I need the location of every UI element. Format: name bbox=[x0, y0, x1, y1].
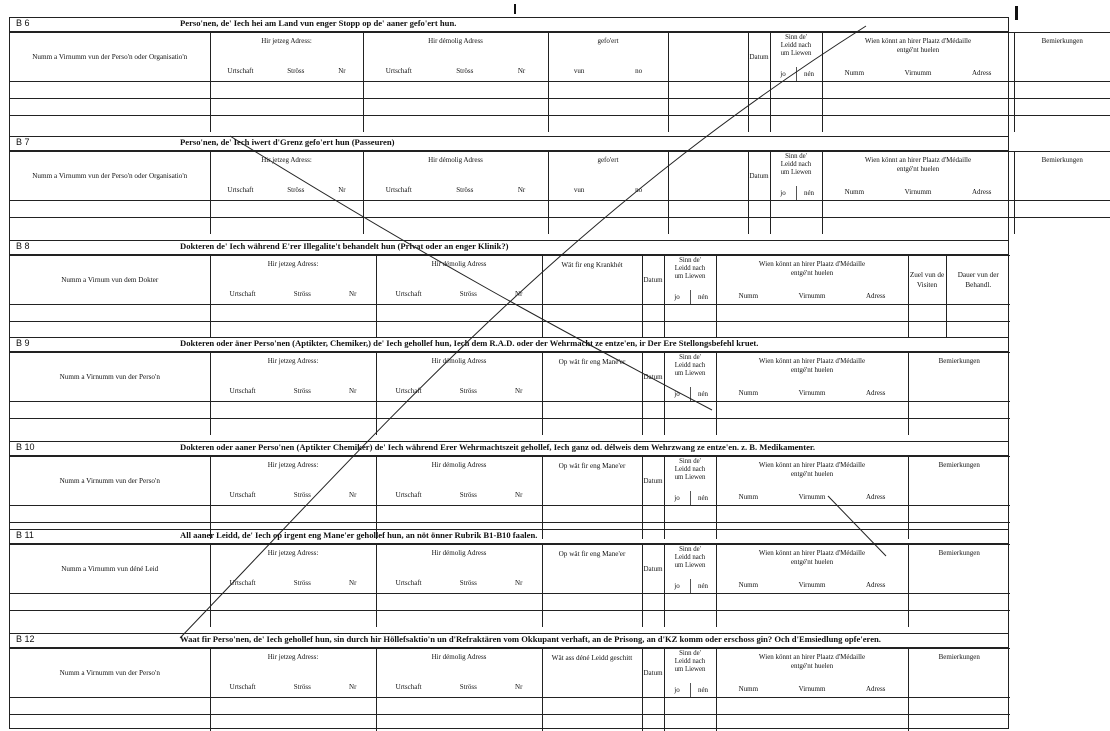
entry-cell[interactable] bbox=[748, 99, 770, 116]
current-address-header: Hir jetzeg Adress: Urtschaft Ströss Nr bbox=[210, 457, 376, 506]
entry-cell[interactable] bbox=[1014, 201, 1110, 218]
section-b-8 bbox=[9, 240, 1009, 337]
entry-cell[interactable] bbox=[748, 82, 770, 99]
section-header bbox=[10, 241, 1008, 255]
section-title: All aaner Leidd, de' Iech op irgent eng Mane'er gehollef hun, an nöt önner Rubrik B1-B10 faalen. bbox=[180, 530, 537, 540]
medal-header: Wien könnt an hirer Plaatz d'Médaille entgé'nt huelen Numm Virnumm Adress bbox=[716, 649, 908, 698]
current-address-header: Hir jetzeg Adress: Urtschaft Ströss Nr bbox=[210, 33, 363, 82]
table-row bbox=[10, 594, 1010, 611]
entry-cell[interactable] bbox=[1014, 116, 1110, 133]
entry-cell[interactable] bbox=[716, 698, 908, 715]
entry-cell[interactable] bbox=[10, 402, 210, 419]
table-row bbox=[10, 698, 1010, 715]
entry-cell[interactable] bbox=[770, 116, 822, 133]
entry-cell[interactable] bbox=[664, 402, 716, 419]
entry-cell[interactable] bbox=[908, 305, 946, 322]
medal-header: Wien könnt an hirer Plaatz d'Médaille entgé'nt huelen Numm Virnumm Adress bbox=[716, 256, 908, 305]
section-header bbox=[10, 442, 1008, 456]
blank-header bbox=[668, 33, 748, 82]
table-row bbox=[10, 715, 1010, 731]
entry-cell[interactable] bbox=[10, 99, 210, 116]
sense-header: Sinn de' Leidd nach um Liewen jo nén bbox=[664, 353, 716, 402]
section-table bbox=[10, 456, 1010, 539]
remarks-header: Bemierkungen bbox=[908, 649, 1010, 698]
entry-cell[interactable] bbox=[542, 611, 642, 628]
entry-cell[interactable] bbox=[542, 419, 642, 436]
sense-header: Sinn de' Leidd nach um Liewen jo nén bbox=[664, 545, 716, 594]
entry-cell[interactable] bbox=[10, 322, 210, 339]
section-header bbox=[10, 137, 1008, 151]
entry-cell[interactable] bbox=[10, 82, 210, 99]
section-b-9 bbox=[9, 337, 1009, 441]
entry-cell[interactable] bbox=[642, 419, 664, 436]
entry-cell[interactable] bbox=[210, 322, 376, 339]
section-header bbox=[10, 634, 1008, 648]
top-tick-mark bbox=[514, 4, 516, 14]
entry-cell[interactable] bbox=[376, 715, 542, 731]
current-address-header: Hir jetzeg Adress: Urtschaft Ströss Nr bbox=[210, 545, 376, 594]
entry-cell[interactable] bbox=[642, 715, 664, 731]
medal-header: Wien könnt an hirer Plaatz d'Médaille entgé'nt huelen Numm Virnumm Adress bbox=[716, 457, 908, 506]
entry-cell[interactable] bbox=[642, 402, 664, 419]
section-code: B 9 bbox=[16, 338, 30, 348]
entry-cell[interactable] bbox=[716, 611, 908, 628]
entry-cell[interactable] bbox=[542, 594, 642, 611]
section-title: Perso'nen, de' Iech hei am Land vun enger Stopp op de' aaner gefo'ert hun. bbox=[180, 18, 456, 28]
section-code: B 8 bbox=[16, 241, 30, 251]
name-column-header: Numm a Virnumm vun der Perso'n oder Organisatio'n bbox=[10, 33, 210, 82]
entry-cell[interactable] bbox=[716, 305, 908, 322]
entry-cell[interactable] bbox=[908, 715, 1010, 731]
entry-cell[interactable] bbox=[642, 611, 664, 628]
section-title: Dokteren oder aaner Perso'nen (Aptikter Chemiker) de' Iech während Erer Wehrmachtszeit gehollef, Iech ganz od. délweis dem Wehrzwang ze entze'en. z. B. Medikamenter. bbox=[180, 442, 815, 452]
entry-cell[interactable] bbox=[770, 99, 822, 116]
current-address-header: Hir jetzeg Adress: Urtschaft Ströss Nr bbox=[210, 152, 363, 201]
entry-cell[interactable] bbox=[210, 419, 376, 436]
section-code: B 11 bbox=[16, 530, 34, 540]
section-b-6 bbox=[9, 17, 1009, 136]
entry-cell[interactable] bbox=[668, 218, 748, 235]
section-header bbox=[10, 530, 1008, 544]
entry-cell[interactable] bbox=[716, 594, 908, 611]
entry-cell[interactable] bbox=[908, 611, 1010, 628]
sense-header: Sinn de' Leidd nach um Liewen jo nén bbox=[770, 33, 822, 82]
entry-cell[interactable] bbox=[908, 419, 1010, 436]
duration-header: Dauer vun der Behandl. bbox=[946, 256, 1010, 305]
entry-cell[interactable] bbox=[376, 305, 542, 322]
entry-cell[interactable] bbox=[376, 611, 542, 628]
entry-cell[interactable] bbox=[1014, 218, 1110, 235]
section-b-7 bbox=[9, 136, 1009, 240]
entry-cell[interactable] bbox=[946, 322, 1010, 339]
entry-cell[interactable] bbox=[642, 698, 664, 715]
entry-cell[interactable] bbox=[548, 201, 668, 218]
table-row bbox=[10, 419, 1010, 436]
medal-header: Wien könnt an hirer Plaatz d'Médaille entgé'nt huelen Numm Virnumm Adress bbox=[822, 152, 1014, 201]
table-row bbox=[10, 82, 1110, 99]
entry-cell[interactable] bbox=[548, 116, 668, 133]
entry-cell[interactable] bbox=[363, 201, 548, 218]
entry-cell[interactable] bbox=[664, 419, 716, 436]
table-row bbox=[10, 116, 1110, 133]
section-code: B 7 bbox=[16, 137, 30, 147]
section-b-10 bbox=[9, 441, 1009, 529]
entry-cell[interactable] bbox=[376, 402, 542, 419]
entry-cell[interactable] bbox=[210, 116, 363, 133]
entry-cell[interactable] bbox=[376, 419, 542, 436]
section-table bbox=[10, 544, 1010, 627]
entry-cell[interactable] bbox=[822, 218, 1014, 235]
entry-cell[interactable] bbox=[1014, 82, 1110, 99]
entry-cell[interactable] bbox=[548, 99, 668, 116]
entry-cell[interactable] bbox=[548, 218, 668, 235]
entry-cell[interactable] bbox=[548, 82, 668, 99]
entry-cell[interactable] bbox=[363, 99, 548, 116]
entry-cell[interactable] bbox=[10, 305, 210, 322]
entry-cell[interactable] bbox=[363, 116, 548, 133]
date-header: Datum bbox=[642, 545, 664, 594]
entry-cell[interactable] bbox=[376, 698, 542, 715]
name-column-header: Numm a Virnumm vun der Perso'n oder Organisatio'n bbox=[10, 152, 210, 201]
entry-cell[interactable] bbox=[664, 611, 716, 628]
date-header: Datum bbox=[642, 457, 664, 506]
entry-cell[interactable] bbox=[1014, 99, 1110, 116]
entry-cell[interactable] bbox=[642, 506, 664, 523]
remarks-header: Bemierkungen bbox=[908, 353, 1010, 402]
transported-header: gefo'ert vun no bbox=[548, 152, 668, 201]
entry-cell[interactable] bbox=[10, 611, 210, 628]
current-address-header: Hir jetzeg Adress: Urtschaft Ströss Nr bbox=[210, 649, 376, 698]
entry-cell[interactable] bbox=[908, 506, 1010, 523]
sense-header: Sinn de' Leidd nach um Liewen jo nén bbox=[664, 256, 716, 305]
entry-cell[interactable] bbox=[210, 402, 376, 419]
table-row bbox=[10, 611, 1010, 628]
entry-cell[interactable] bbox=[10, 594, 210, 611]
table-row bbox=[10, 506, 1010, 523]
transported-header: gefo'ert vun no bbox=[548, 33, 668, 82]
entry-cell[interactable] bbox=[716, 715, 908, 731]
medal-header: Wien könnt an hirer Plaatz d'Médaille entgé'nt huelen Numm Virnumm Adress bbox=[716, 545, 908, 594]
entry-cell[interactable] bbox=[10, 715, 210, 731]
section-table bbox=[10, 151, 1110, 234]
entry-cell[interactable] bbox=[664, 305, 716, 322]
entry-cell[interactable] bbox=[210, 201, 363, 218]
date-header: Datum bbox=[642, 256, 664, 305]
entry-cell[interactable] bbox=[10, 116, 210, 133]
name-column-header: Numm a Virnumm vun der Perso'n bbox=[10, 649, 210, 698]
current-address-header: Hir jetzeg Adress: Urtschaft Ströss Nr bbox=[210, 256, 376, 305]
what-header: Op wät fir eng Mane'er bbox=[542, 353, 642, 402]
entry-cell[interactable] bbox=[10, 506, 210, 523]
entry-cell[interactable] bbox=[210, 715, 376, 731]
what-header: Wät fir eng Krankhét bbox=[542, 256, 642, 305]
entry-cell[interactable] bbox=[664, 698, 716, 715]
entry-cell[interactable] bbox=[664, 322, 716, 339]
table-row bbox=[10, 201, 1110, 218]
medal-header: Wien könnt an hirer Plaatz d'Médaille entgé'nt huelen Numm Virnumm Adress bbox=[716, 353, 908, 402]
entry-cell[interactable] bbox=[542, 698, 642, 715]
entry-cell[interactable] bbox=[363, 82, 548, 99]
entry-cell[interactable] bbox=[376, 594, 542, 611]
entry-cell[interactable] bbox=[542, 322, 642, 339]
entry-cell[interactable] bbox=[770, 201, 822, 218]
name-column-header: Numm a Virnumm vun déné Leid bbox=[10, 545, 210, 594]
section-b-12 bbox=[9, 633, 1009, 729]
entry-cell[interactable] bbox=[10, 698, 210, 715]
current-address-header: Hir jetzeg Adress: Urtschaft Ströss Nr bbox=[210, 353, 376, 402]
entry-cell[interactable] bbox=[642, 594, 664, 611]
date-header: Datum bbox=[642, 353, 664, 402]
entry-cell[interactable] bbox=[822, 99, 1014, 116]
entry-cell[interactable] bbox=[822, 201, 1014, 218]
section-title: Waat fir Perso'nen, de' Iech gehollef hun, sin durch hir Höllefsaktio'n un d'Refraktären vom Okkupant verhaft, an de Prisong, an d'KZ komm oder erschoss gin? Och d'Emsiedlung opfe'eren. bbox=[180, 634, 881, 644]
entry-cell[interactable] bbox=[770, 82, 822, 99]
entry-cell[interactable] bbox=[716, 402, 908, 419]
entry-cell[interactable] bbox=[210, 99, 363, 116]
entry-cell[interactable] bbox=[642, 322, 664, 339]
entry-cell[interactable] bbox=[363, 218, 548, 235]
entry-cell[interactable] bbox=[542, 506, 642, 523]
what-header: Op wät fir eng Mane'er bbox=[542, 545, 642, 594]
date-header: Datum bbox=[748, 152, 770, 201]
table-row bbox=[10, 218, 1110, 235]
entry-cell[interactable] bbox=[908, 322, 946, 339]
table-row bbox=[10, 99, 1110, 116]
former-address-header: Hir démolig Adress Urtschaft Ströss Nr bbox=[376, 457, 542, 506]
entry-cell[interactable] bbox=[716, 419, 908, 436]
entry-cell[interactable] bbox=[210, 218, 363, 235]
entry-cell[interactable] bbox=[542, 402, 642, 419]
sense-header: Sinn de' Leidd nach um Liewen jo nén bbox=[770, 152, 822, 201]
former-address-header: Hir démolig Adress Urtschaft Ströss Nr bbox=[376, 353, 542, 402]
entry-cell[interactable] bbox=[822, 82, 1014, 99]
table-row bbox=[10, 322, 1010, 339]
entry-cell[interactable] bbox=[542, 715, 642, 731]
former-address-header: Hir démolig Adress Urtschaft Ströss Nr bbox=[376, 545, 542, 594]
what-header: Wät ass déné Leidd geschitt bbox=[542, 649, 642, 698]
entry-cell[interactable] bbox=[210, 506, 376, 523]
table-row bbox=[10, 305, 1010, 322]
entry-cell[interactable] bbox=[822, 116, 1014, 133]
entry-cell[interactable] bbox=[642, 305, 664, 322]
entry-cell[interactable] bbox=[668, 82, 748, 99]
entry-cell[interactable] bbox=[946, 305, 1010, 322]
section-table bbox=[10, 352, 1010, 435]
entry-cell[interactable] bbox=[668, 116, 748, 133]
section-title: Dokteren de' Iech während E'rer Illegalite't behandelt hun (Privat oder an enger Klinik?) bbox=[180, 241, 508, 251]
sense-header: Sinn de' Leidd nach um Liewen jo nén bbox=[664, 457, 716, 506]
entry-cell[interactable] bbox=[908, 594, 1010, 611]
what-header: Op wät fir eng Mane'er bbox=[542, 457, 642, 506]
blank-header bbox=[668, 152, 748, 201]
entry-cell[interactable] bbox=[542, 305, 642, 322]
entry-cell[interactable] bbox=[664, 594, 716, 611]
entry-cell[interactable] bbox=[10, 419, 210, 436]
name-column-header: Numm a Virnum vun dem Dokter bbox=[10, 256, 210, 305]
entry-cell[interactable] bbox=[748, 201, 770, 218]
entry-cell[interactable] bbox=[716, 506, 908, 523]
questionnaire-form bbox=[9, 17, 1009, 729]
entry-cell[interactable] bbox=[748, 218, 770, 235]
entry-cell[interactable] bbox=[210, 82, 363, 99]
entry-cell[interactable] bbox=[908, 402, 1010, 419]
entry-cell[interactable] bbox=[10, 201, 210, 218]
entry-cell[interactable] bbox=[668, 201, 748, 218]
former-address-header: Hir démolig Adress Urtschaft Ströss Nr bbox=[376, 649, 542, 698]
section-header bbox=[10, 338, 1008, 352]
entry-cell[interactable] bbox=[716, 322, 908, 339]
entry-cell[interactable] bbox=[10, 218, 210, 235]
section-header bbox=[10, 18, 1008, 32]
section-table bbox=[10, 255, 1010, 338]
entry-cell[interactable] bbox=[748, 116, 770, 133]
entry-cell[interactable] bbox=[664, 715, 716, 731]
former-address-header: Hir démolig Adress Urtschaft Ströss Nr bbox=[376, 256, 542, 305]
section-code: B 10 bbox=[16, 442, 35, 452]
entry-cell[interactable] bbox=[210, 698, 376, 715]
entry-cell[interactable] bbox=[664, 506, 716, 523]
section-b-11 bbox=[9, 529, 1009, 633]
section-code: B 12 bbox=[16, 634, 35, 644]
remarks-header: Bemierkungen bbox=[908, 545, 1010, 594]
entry-cell[interactable] bbox=[376, 322, 542, 339]
medal-header: Wien könnt an hirer Plaatz d'Médaille entgé'nt huelen Numm Virnumm Adress bbox=[822, 33, 1014, 82]
remarks-header: Bemierkungen bbox=[908, 457, 1010, 506]
former-address-header: Hir démolig Adress Urtschaft Ströss Nr bbox=[363, 152, 548, 201]
former-address-header: Hir démolig Adress Urtschaft Ströss Nr bbox=[363, 33, 548, 82]
name-column-header: Numm a Virnumm vun der Perso'n bbox=[10, 457, 210, 506]
table-row bbox=[10, 402, 1010, 419]
section-table bbox=[10, 648, 1010, 731]
entry-cell[interactable] bbox=[908, 698, 1010, 715]
date-header: Datum bbox=[642, 649, 664, 698]
entry-cell[interactable] bbox=[770, 218, 822, 235]
entry-cell[interactable] bbox=[210, 611, 376, 628]
sense-header: Sinn de' Leidd nach um Liewen jo nén bbox=[664, 649, 716, 698]
entry-cell[interactable] bbox=[210, 305, 376, 322]
entry-cell[interactable] bbox=[210, 594, 376, 611]
remarks-header: Bemierkungen bbox=[1014, 33, 1110, 82]
entry-cell[interactable] bbox=[376, 506, 542, 523]
section-code: B 6 bbox=[16, 18, 30, 28]
section-title: Dokteren oder äner Perso'nen (Aptikter, Chemiker,) de' Iech gehollef hun, Iech dem R.A.D. oder der Wehrmacht ze entze'en, ir Der Ere Stellongsbefehl kruet. bbox=[180, 338, 758, 348]
section-table bbox=[10, 32, 1110, 132]
name-column-header: Numm a Virnumm vun der Perso'n bbox=[10, 353, 210, 402]
entry-cell[interactable] bbox=[668, 99, 748, 116]
visits-header: Zuel vun de Visiten bbox=[908, 256, 946, 305]
date-header: Datum bbox=[748, 33, 770, 82]
section-title: Perso'nen, de' Iech iwert d'Grenz gefo'ert hun (Passeuren) bbox=[180, 137, 395, 147]
remarks-header: Bemierkungen bbox=[1014, 152, 1110, 201]
right-edge-mark bbox=[1015, 6, 1018, 20]
